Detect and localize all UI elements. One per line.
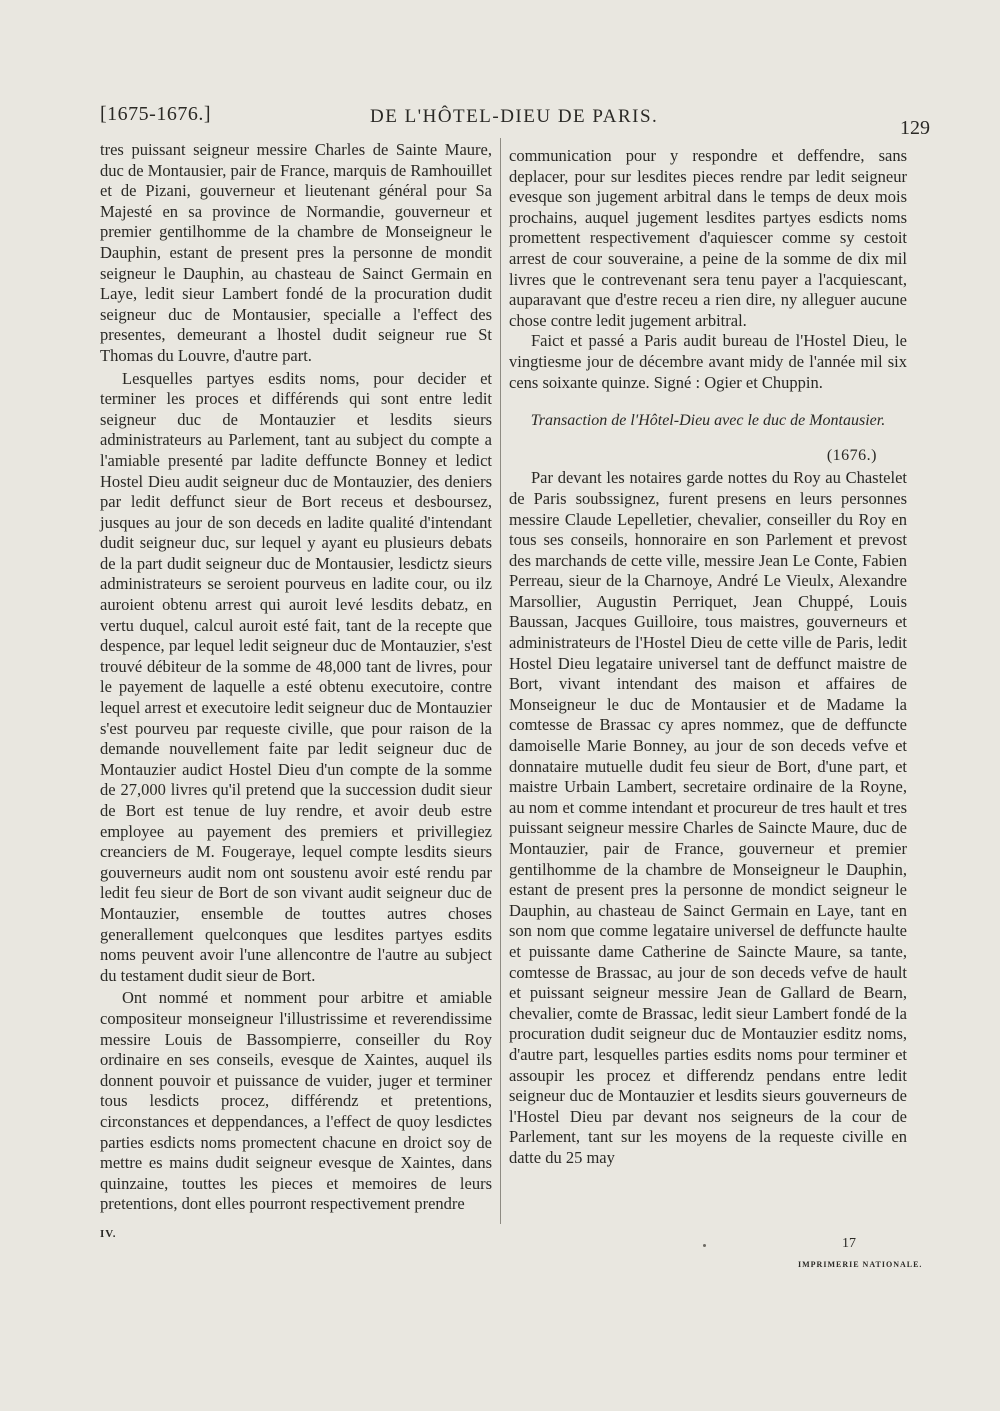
section-title: Transaction de l'Hôtel-Dieu avec le duc de Montausier. xyxy=(530,412,886,430)
imprint-mark: IMPRIMERIE NATIONALE. xyxy=(798,1260,923,1269)
volume-mark: IV. xyxy=(100,1228,117,1240)
paragraph: Faict et passé a Paris audit bureau de l'Hostel Dieu, le vingtiesme jour de décembre avant midy de l'année mil six cens soixante quinze. Signé : Ogier et Chuppin. xyxy=(509,331,907,392)
page-header xyxy=(100,103,930,139)
page-number: 129 xyxy=(900,117,930,139)
header-years: [1675-1676.] xyxy=(100,103,211,125)
paragraph: Lesquelles partyes esdits noms, pour decider et terminer les proces et différends qui sont entre ledit seigneur duc de Montauzier et lesdits sieurs administrateurs au Parlement, tant au subject du compte a l'amiable presenté par ladite deffuncte Bonney et ledict Hostel Dieu audit seigneur duc de Montauzier, des deniers par ledit deffunct sieur de Bort receus et desboursez, jusques au jour de son deceds en ladite qualité d'intendant dudit seigneur duc, sur lequel y ayant eu plusieurs debats de la part dudit seigneur duc de Montausier, lesdictz sieurs administrateurs se seroient pourveus en ladite cour, ou ilz auroient obtenu arrest qui auroit levé lesdits debatz, en vertu duquel, calcul auroit esté fait, tant de la recepte que despence, par lequel ledit seigneur duc de Montauzier, s'est trouvé débiteur de la somme de 48,000 tant de livres, pour le payement de laquelle a esté obtenu executoire, contre lequel arrest et executoire ledit seigneur duc de Montauzier s'est pourveu par requeste civille, que pour raison de la demande nouvellement faite par ledit seigneur duc de Montauzier audict Hostel Dieu d'un compte de la somme de 27,000 livres qu'il pretend que la succession dudit sieur de Bort est tenue de luy rendre, et avoir deub estre employee au payement des premiers et privillegiez creanciers de M. Fougeraye, lequel compte lesdits sieurs gouverneurs audit nom ont soustenu avoir esté rendu par ledit feu sieur de Bort de son vivant audit seigneur duc de Montauzier, ensemble de touttes autres choses generallement quelconques que lesdites partyes esdits noms peuvent avoir l'une allencontre de l'autre au subject du testament dudit sieur de Bort. xyxy=(100,368,492,985)
column-divider xyxy=(500,138,501,1224)
paragraph: Par devant les notaires garde nottes du Roy au Chastelet de Paris soubssignez, furent presens en leurs personnes messire Claude Lepelletier, chevalier, conseiller du Roy en tous ses conseils, honnoraire en son Parlement et prevost des marchands de cette ville, messire Jean Le Conte, Fabien Perreau, sieur de la Charnoye, André Le Vieulx, Alexandre Marsollier, Augustin Perriquet, Jean Chuppé, Louis Baussan, Jacques Guilloire, tous maistres, gouverneurs et administrateurs de l'Hostel Dieu de cette ville de Paris, ledit Hostel Dieu legataire universel tant de deffunct maistre de Bort, vivant intendant des maison et affaires de Monseigneur le duc de Montausier et de Madame la comtesse de Brassac cy apres nommez, que de deffuncte damoiselle Marie Bonney, au jour de son deceds vefve et donnataire mutuelle dudit feu sieur de Bort, d'une part, et maistre Urbain Lambert, secretaire ordinaire de la Royne, au nom et comme intendant et procureur de tres hault et tres puissant seigneur messire Charles de Saincte Maure, duc de Montauzier, pair de France, gouverneur et premier gentilhomme de la chambre de Monseigneur le Dauphin, estant de present pres la personne de mondict seigneur le Dauphin, au chasteau de Sainct Germain en Laye, tant en son nom que comme legataire universel de deffuncte haulte et puissante dame Catherine de Saincte Maure, sa tante, comtesse de Brassac, au jour de son deceds vefve de hault et puissant seigneur messire Jean de Gallard de Bearn, chevalier, comte de Brassac, ledit sieur Lambert fondé de la procuration dudit seigneur duc de Montauzier esditz noms, d'autre part, lesquelles parties esdits noms pour terminer et assoupir les procez et differendz pendans entre ledit seigneur duc de Montauzier et lesdits sieurs gouverneurs de l'Hostel Dieu par devant nos seigneurs de la cour de Parlement, tant sur les moyens de la requeste civille en datte du 25 may xyxy=(509,468,907,1167)
paragraph: Ont nommé et nomment pour arbitre et amiable compositeur monseigneur l'illustrissime et reverendissime messire Louis de Bassompierre, conseiller du Roy ordinaire en ses conseils, evesque de Xaintes, auquel ils donnent pouvoir et puissance de vuider, juger et terminer tous lesdicts procez, différendz et pretentions, circonstances et deppendances, a l'effect de quoy lesdictes parties esdicts noms promectent chacune en droict soy de mettre es mains dudit seigneur evesque de Xaintes, dans quinzaine, touttes les pieces et memoires de leurs pretentions, dont elles pourront respectivement prendre xyxy=(100,988,492,1214)
right-column xyxy=(509,146,907,1169)
section-date: (1676.) xyxy=(826,446,877,464)
signature-mark: 17 xyxy=(842,1236,856,1251)
running-title: DE L'HÔTEL-DIEU DE PARIS. xyxy=(370,106,659,127)
left-column xyxy=(100,140,492,1215)
paragraph: tres puissant seigneur messire Charles de Sainte Maure, duc de Montausier, pair de France, marquis de Ramhouillet et de Pizani, gouverneur et lieutenant général pour Sa Majesté en sa province de Normandie, gouverneur et premier gentilhomme de la chambre de Monseigneur le Dauphin, estant de present pres la personne de mondit seigneur le Dauphin, au chasteau de Sainct Germain en Laye, ledit sieur Lambert fondé de la procuration dudit seigneur duc de Montausier, specialle a l'effect des presentes, demeurant a lhostel dudit seigneur rue St Thomas du Louvre, d'autre part. xyxy=(100,140,492,365)
paragraph: communication pour y respondre et deffendre, sans deplacer, pour sur lesdites pieces rendre par ledit seigneur evesque son jugement arbitral dans le temps de deux mois prochains, auquel jugement lesdites partyes esdicts noms promettent respectivement d'aquiescer comme sy cestoit arrest de cour souveraine, a peine de la somme de dix mil livres que le contrevenant sera tenu payer a l'acquiescant, auparavant que d'estre receu a rien dire, ny alleguer aucune chose contre ledit jugement arbitral. xyxy=(509,146,907,330)
ink-speck xyxy=(703,1244,706,1247)
